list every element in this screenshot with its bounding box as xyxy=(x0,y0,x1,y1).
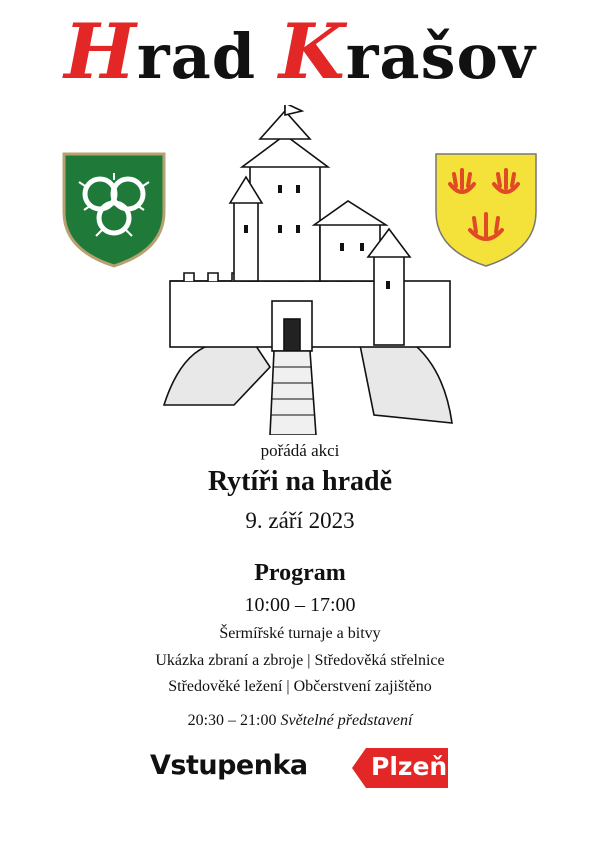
title-initial-h: H xyxy=(64,7,137,96)
event-intro: pořádá akci xyxy=(260,441,340,460)
program-time: 10:00 – 17:00 xyxy=(244,594,356,616)
program-line-3: Středověké ležení | Občerstvení zajištěno xyxy=(168,678,432,695)
program-line-2: Ukázka zbraní a zbroje | Středověká střelnice xyxy=(155,652,445,669)
ticket-word: Vstupenka xyxy=(150,750,308,781)
title-initial-k: K xyxy=(278,7,346,96)
page-title xyxy=(0,7,600,96)
program-heading: Program xyxy=(254,560,346,586)
castle-illustration xyxy=(160,105,460,435)
title-word-1: rad xyxy=(136,20,279,93)
ticket-city: Plzeň xyxy=(371,752,448,781)
evening-time: 20:30 – 21:00 xyxy=(187,712,277,729)
event-name: Rytíři na hradě xyxy=(207,466,393,497)
evening-program xyxy=(0,712,600,730)
ticket-logo[interactable] xyxy=(150,746,450,790)
program-line-1: Šermířské turnaje a bitvy xyxy=(219,625,381,642)
event-date: 9. září 2023 xyxy=(245,508,355,533)
title-word-2: rašov xyxy=(345,20,536,93)
green-shield-icon xyxy=(60,150,168,270)
evening-show: Světelné představení xyxy=(280,712,413,729)
